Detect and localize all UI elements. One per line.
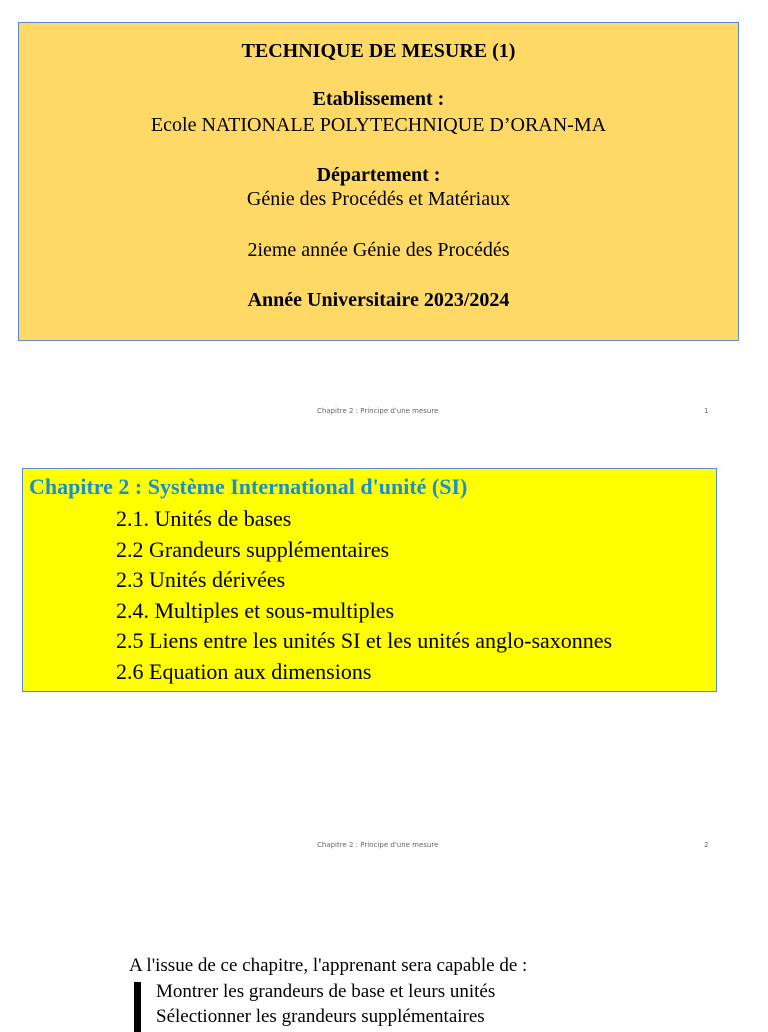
toc-item: 2.4. Multiples et sous-multiples — [116, 598, 395, 623]
title-slide — [18, 22, 739, 341]
chapter-outline-box — [22, 468, 717, 692]
year-level: 2ieme année Génie des Procédés — [247, 239, 510, 261]
objective-item: Sélectionner les grandeurs supplémentaires — [156, 1006, 485, 1027]
bullet-bar — [134, 982, 141, 1032]
establishment-label: Etablissement : — [312, 88, 445, 110]
objective-item: Montrer les grandeurs de base et leurs unités — [156, 981, 496, 1002]
academic-year: Année Universitaire 2023/2024 — [247, 289, 510, 311]
footer-page-number: 2 — [704, 841, 709, 849]
chapter-title: Chapitre 2 : Système International d'unité (SI) — [29, 474, 468, 499]
department-value: Génie des Procédés et Matériaux — [246, 188, 511, 210]
establishment-value: Ecole NATIONALE POLYTECHNIQUE D’ORAN-MA — [150, 114, 607, 136]
toc-item: 2.3 Unités dérivées — [116, 567, 286, 592]
footer-text: Chapitre 2 : Principe d'une mesure — [317, 407, 439, 415]
footer-page-number: 1 — [704, 407, 709, 415]
footer-text: Chapitre 2 : Principe d'une mesure — [317, 841, 439, 849]
toc-item: 2.1. Unités de bases — [116, 506, 292, 531]
objectives-intro: A l'issue de ce chapitre, l'apprenant sera capable de : — [129, 955, 528, 976]
toc-item: 2.6 Equation aux dimensions — [116, 659, 372, 684]
toc-item: 2.2 Grandeurs supplémentaires — [116, 537, 390, 562]
toc-item: 2.5 Liens entre les unités SI et les unités anglo-saxonnes — [116, 628, 613, 653]
department-label: Département : — [316, 164, 441, 186]
course-title: TECHNIQUE DE MESURE (1) — [241, 40, 516, 62]
